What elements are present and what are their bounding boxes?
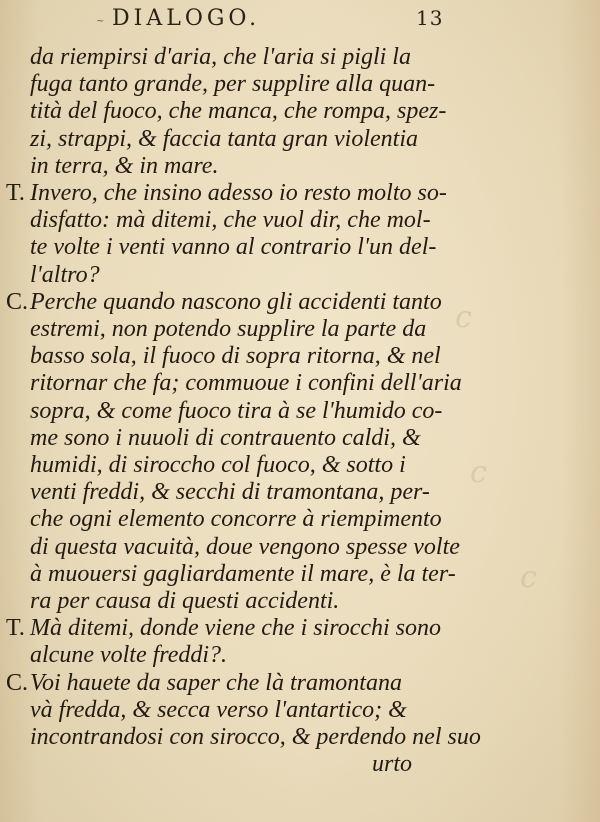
text-line: me sono i nuuoli di contrauento caldi, &	[30, 425, 421, 451]
text-line: di questa vacuità, doue vengono spesse volte	[30, 534, 460, 560]
text-line: Voi hauete da saper che là tramontana	[30, 670, 402, 696]
text-line: tità del fuoco, che manca, che rompa, spez-	[30, 98, 447, 124]
text-line: fuga tanto grande, per supplire alla quan-	[30, 71, 436, 97]
speaker-label: T.	[6, 180, 25, 206]
header-ornament: ~	[96, 16, 109, 27]
text-line: te volte i venti vanno al contrario l'un del-	[30, 234, 437, 260]
text-line: Mà ditemi, donde viene che i sirocchi sono	[30, 615, 441, 641]
text-line: humidi, di siroccho col fuoco, & sotto i	[30, 452, 406, 478]
text-line: ritornar che fa; commuoue i confini dell'aria	[30, 370, 462, 396]
text-line: venti freddi, & secchi di tramontana, per-	[30, 479, 430, 505]
speaker-label: C.	[6, 289, 29, 315]
text-line: che ogni elemento concorre à riempimento	[30, 506, 442, 532]
text-line: Invero, che insino adesso io resto molto so-	[30, 180, 447, 206]
show-through-text: c	[455, 300, 472, 335]
text-line: và fredda, & secca verso l'antartico; &	[30, 697, 407, 723]
running-title: DIALOGO.	[112, 6, 261, 31]
text-line: da riempirsi d'aria, che l'aria si pigli la	[30, 44, 411, 70]
text-line: alcune volte freddi?.	[30, 642, 228, 668]
text-line: ra per causa di questi accidenti.	[30, 588, 340, 614]
show-through-text: c	[470, 455, 487, 490]
text-line: zi, strappi, & faccia tanta gran violentia	[30, 126, 418, 152]
speaker-label: C.	[6, 670, 29, 696]
text-line: Perche quando nascono gli accidenti tanto	[30, 289, 442, 315]
speaker-label: T.	[6, 615, 25, 641]
catchword: urto	[372, 751, 413, 777]
text-line: disfatto: mà ditemi, che vuol dir, che mol-	[30, 207, 431, 233]
text-line: incontrandosi con sirocco, & perdendo nel suo	[30, 724, 481, 750]
page-number: 13	[416, 6, 444, 30]
text-line: in terra, & in mare.	[30, 153, 219, 179]
text-line: l'altro?	[30, 262, 100, 288]
text-line: sopra, & come fuoco tira à se l'humido co-	[30, 398, 443, 424]
text-line: estremi, non potendo supplire la parte da	[30, 316, 427, 342]
show-through-text: c	[520, 560, 537, 595]
text-line: à muouersi gagliardamente il mare, è la ter-	[30, 561, 456, 587]
page-header	[96, 6, 466, 36]
text-line: basso sola, il fuoco di sopra ritorna, & nel	[30, 343, 441, 369]
